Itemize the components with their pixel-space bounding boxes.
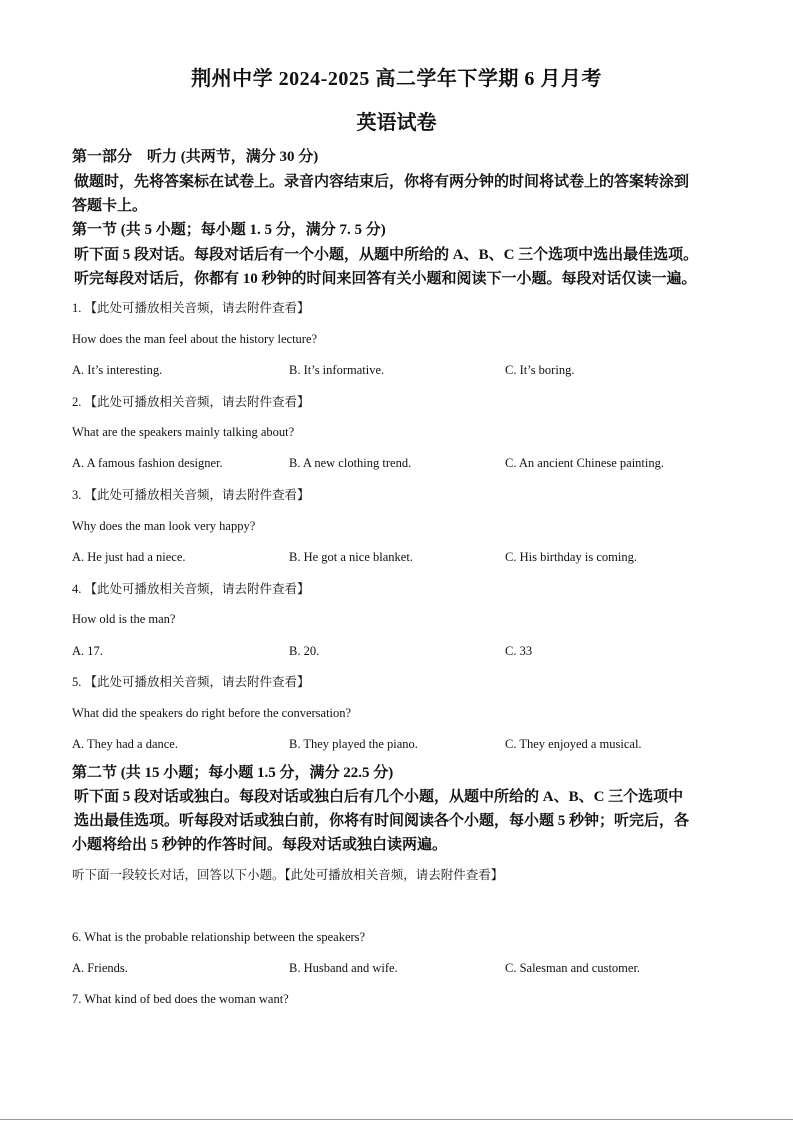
q2-option-c: C. An ancient Chinese painting. xyxy=(505,456,665,470)
q2-option-a: A. A famous fashion designer. xyxy=(72,456,223,470)
q3-text: Why does the man look very happy? xyxy=(72,519,256,533)
q2-audio-link[interactable]: 2. 【此处可播放相关音频，请去附件查看】 xyxy=(72,395,310,409)
q1-audio-link[interactable]: 1. 【此处可播放相关音频，请去附件查看】 xyxy=(72,301,310,315)
q4-text: How old is the man? xyxy=(72,612,176,626)
section2-instruction-line2: 选出最佳选项。听每段对话或独白前，你将有时间阅读各个小题，每小题 5 秒钟；听完后，各 xyxy=(74,813,690,829)
q6-option-c: C. Salesman and customer. xyxy=(505,961,641,975)
q3-option-a: A. He just had a niece. xyxy=(72,550,186,564)
q4-option-b: B. 20. xyxy=(289,644,320,658)
q1-option-a: A. It’s interesting. xyxy=(72,363,163,377)
q4-option-a: A. 17. xyxy=(72,644,103,658)
q5-text: What did the speakers do right before the conversation? xyxy=(72,706,352,720)
q3-option-c: C. His birthday is coming. xyxy=(505,550,637,564)
page-bottom-divider xyxy=(0,1119,793,1120)
q5-option-c: C. They enjoyed a musical. xyxy=(505,737,642,751)
part1-instruction-line2: 答题卡上。 xyxy=(72,198,148,214)
section1-instruction-line2: 听完每段对话后，你都有 10 秒钟的时间来回答有关小题和阅读下一小题。每段对话仅读一遍。 xyxy=(74,271,697,287)
section2-instruction-line1: 听下面 5 段对话或独白。每段对话或独白后有几个小题，从题中所给的 A、B、C 三个选项中 xyxy=(74,789,684,805)
q5-option-a: A. They had a dance. xyxy=(72,737,178,751)
q1-option-c: C. It’s boring. xyxy=(505,363,575,377)
q4-audio-link[interactable]: 4. 【此处可播放相关音频，请去附件查看】 xyxy=(72,582,310,596)
q6-text: 6. What is the probable relationship between the speakers? xyxy=(72,930,366,944)
q7-text: 7. What kind of bed does the woman want? xyxy=(72,992,289,1006)
section1-heading: 第一节 (共 5 小题；每小题 1. 5 分，满分 7. 5 分) xyxy=(72,222,386,238)
q3-audio-link[interactable]: 3. 【此处可播放相关音频，请去附件查看】 xyxy=(72,488,310,502)
exam-title: 荆州中学 2024-2025 高二学年下学期 6 月月考 xyxy=(191,68,602,90)
q5-option-b: B. They played the piano. xyxy=(289,737,418,751)
section1-instruction-line1: 听下面 5 段对话。每段对话后有一个小题，从题中所给的 A、B、C 三个选项中选出最佳选项。 xyxy=(74,247,699,263)
q1-text: How does the man feel about the history lecture? xyxy=(72,332,318,346)
q6-option-a: A. Friends. xyxy=(72,961,128,975)
q2-text: What are the speakers mainly talking about? xyxy=(72,425,295,439)
part1-heading: 第一部分 听力 (共两节，满分 30 分) xyxy=(72,149,319,165)
q6-option-b: B. Husband and wife. xyxy=(289,961,398,975)
section2-audio-note[interactable]: 听下面一段较长对话，回答以下小题。【此处可播放相关音频，请去附件查看】 xyxy=(72,868,504,882)
q4-option-c: C. 33 xyxy=(505,644,533,658)
exam-subtitle: 英语试卷 xyxy=(356,112,437,134)
section2-instruction-line3: 小题将给出 5 秒钟的作答时间。每段对话或独白读两遍。 xyxy=(72,837,448,853)
section2-heading: 第二节 (共 15 小题；每小题 1.5 分，满分 22.5 分) xyxy=(72,765,394,781)
q5-audio-link[interactable]: 5. 【此处可播放相关音频，请去附件查看】 xyxy=(72,675,310,689)
q1-option-b: B. It’s informative. xyxy=(289,363,385,377)
q3-option-b: B. He got a nice blanket. xyxy=(289,550,413,564)
part1-instruction-line1: 做题时，先将答案标在试卷上。录音内容结束后，你将有两分钟的时间将试卷上的答案转涂到 xyxy=(74,174,690,190)
q2-option-b: B. A new clothing trend. xyxy=(289,456,412,470)
